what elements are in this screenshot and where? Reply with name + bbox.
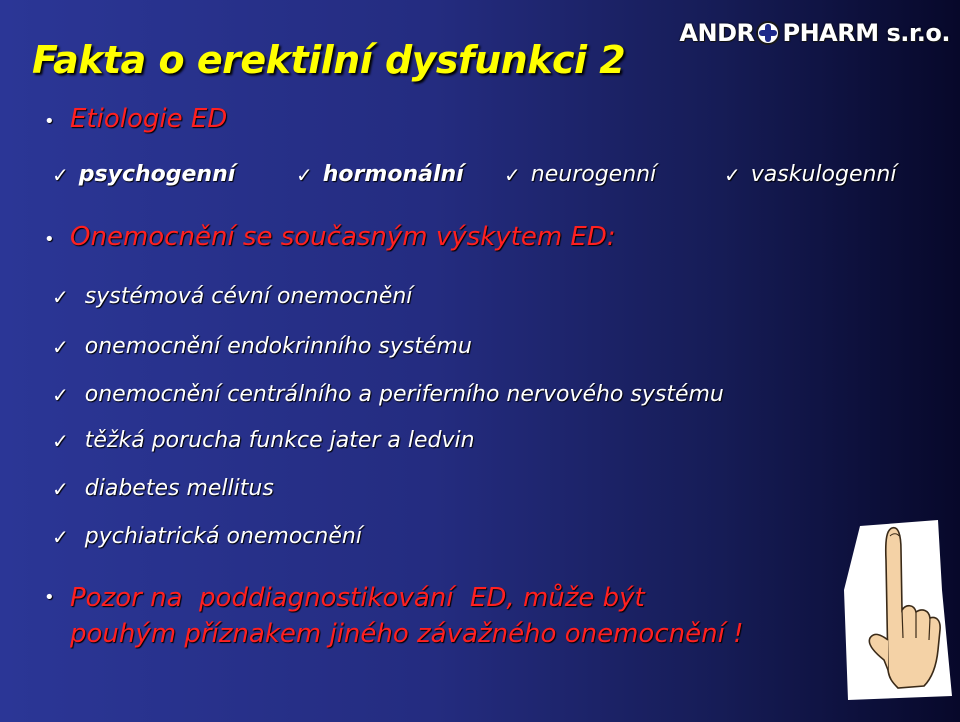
comorbidity-label: onemocnění centrálního a periferního nervového systému [84, 382, 724, 407]
etiology-item [504, 162, 656, 187]
bullet: • [44, 587, 55, 608]
etiology-item [52, 162, 235, 187]
comorbidity-label: pychiatrická onemocnění [84, 524, 362, 549]
checkmark-icon: ✓ [52, 162, 69, 187]
checkmark-icon: ✓ [52, 428, 69, 453]
raised-finger-icon [840, 520, 958, 700]
comorbidity-item [52, 476, 274, 501]
heading-text: Etiologie ED [70, 104, 228, 134]
comorbidity-item [52, 382, 724, 407]
comorbidity-item [52, 428, 475, 453]
comorbidity-label: systémová cévní onemocnění [84, 284, 413, 309]
comorbidity-label: diabetes mellitus [84, 476, 274, 501]
logo-pill-icon [755, 20, 781, 46]
comorbidity-item [52, 524, 362, 549]
checkmark-icon: ✓ [52, 382, 69, 407]
checkmark-icon: ✓ [296, 162, 313, 187]
logo-text-left: ANDR [679, 19, 755, 47]
bullet: • [44, 229, 55, 250]
company-logo [679, 16, 950, 50]
checkmark-icon: ✓ [52, 284, 69, 309]
section-heading-comorbidities [44, 222, 616, 252]
etiology-label: neurogenní [530, 162, 657, 187]
warning-line-2: pouhým příznakem jiného závažného onemocnění ! [70, 619, 744, 649]
etiology-item [724, 162, 896, 187]
comorbidity-label: onemocnění endokrinního systému [84, 334, 472, 359]
checkmark-icon: ✓ [52, 476, 69, 501]
heading-text: Onemocnění se současným výskytem ED: [70, 222, 616, 252]
bullet: • [44, 111, 55, 132]
comorbidity-item [52, 284, 412, 309]
section-heading-etiology [44, 104, 227, 134]
comorbidity-label: těžká porucha funkce jater a ledvin [84, 428, 475, 453]
etiology-label: vaskulogenní [750, 162, 897, 187]
slide-title: Fakta o erektilní dysfunkci 2 [32, 38, 626, 82]
checkmark-icon: ✓ [52, 524, 69, 549]
etiology-item [296, 162, 464, 187]
etiology-label: psychogenní [78, 162, 236, 187]
logo-text-right: PHARM s.r.o. [782, 19, 950, 47]
comorbidity-item [52, 334, 472, 359]
etiology-checklist [52, 162, 920, 192]
warning-line-1: Pozor na poddiagnostikování ED, může být [70, 583, 645, 613]
checkmark-icon: ✓ [504, 162, 521, 187]
etiology-label: hormonální [322, 162, 464, 187]
checkmark-icon: ✓ [52, 334, 69, 359]
checkmark-icon: ✓ [724, 162, 741, 187]
warning-note [44, 580, 744, 652]
